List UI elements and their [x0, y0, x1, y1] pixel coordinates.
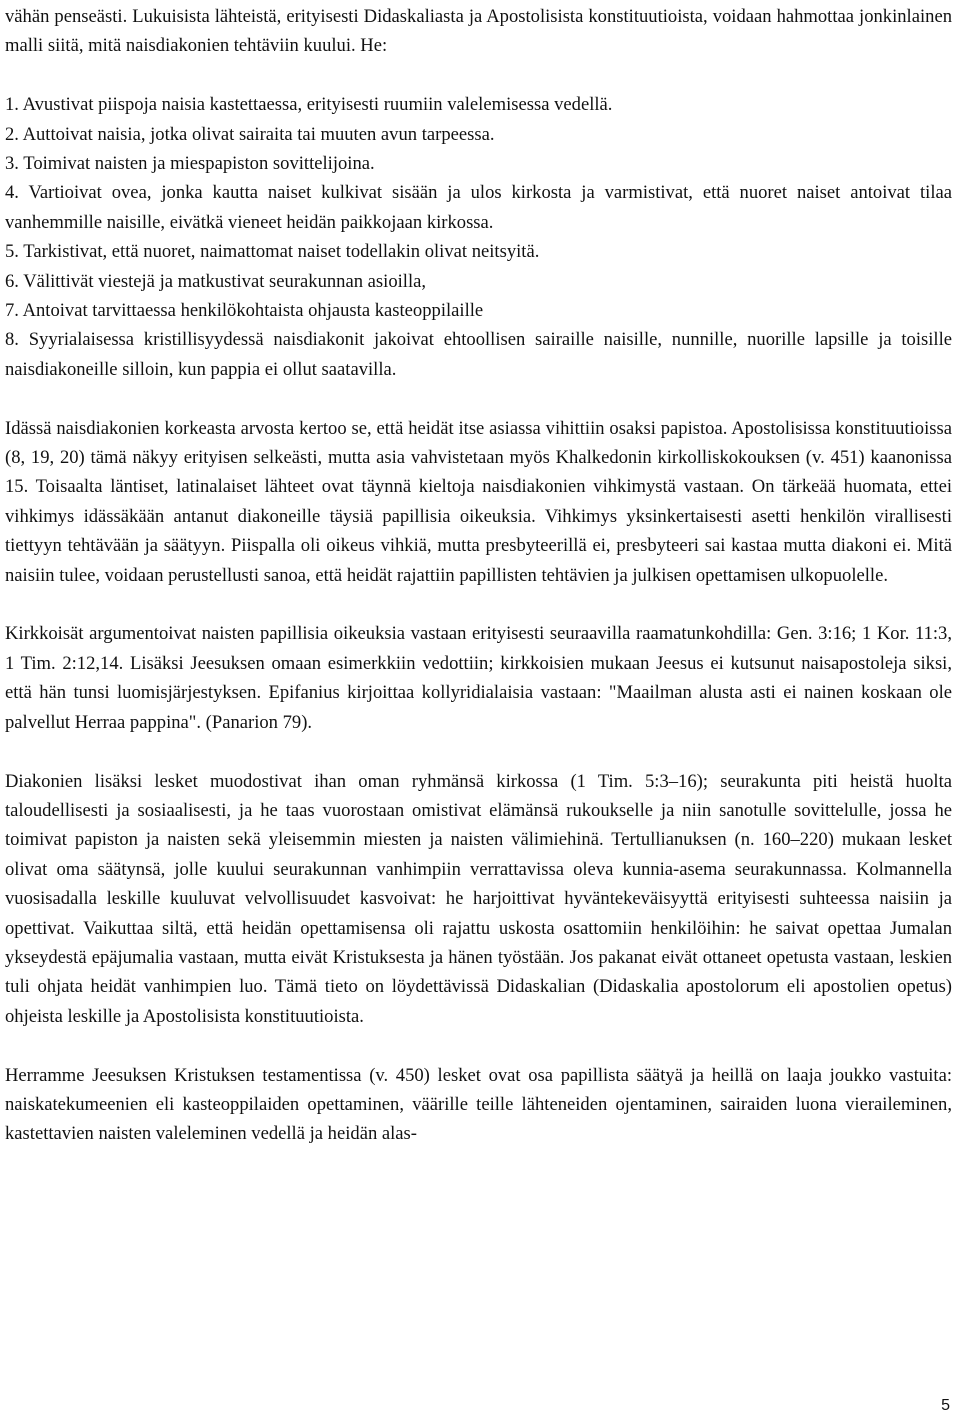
duties-list [5, 90, 952, 384]
spacer [5, 737, 952, 766]
spacer [5, 61, 952, 90]
list-item: 3. Toimivat naisten ja miespapiston sovittelijoina. [5, 153, 375, 175]
page-number: 5 [941, 1397, 950, 1414]
list-item: 4. Vartioivat ovea, jonka kautta naiset kulkivat sisään ja ulos kirkosta ja varmistivat, että nuoret naiset antoivat tilaa vanhemmille naisille, eivätkä vieneet heidän paikkojaan kirkossa. [5, 182, 952, 233]
spacer [5, 590, 952, 619]
list-item: 7. Antoivat tarvittaessa henkilökohtaista ohjausta kasteoppilaille [5, 300, 484, 322]
paragraph-testament: Herramme Jeesuksen Kristuksen testamentissa (v. 450) lesket ovat osa papillista säätyä ja heillä on laaja joukko vastuita: naiskatekumeenien eli kasteoppilaiden opettaminen, väärille teille lähteneiden ojentaminen, sairaiden luona vieraileminen, kastettavien naisten valeleminen vedellä ja heidän alas- [5, 1064, 952, 1145]
list-item: 1. Avustivat piispoja naisia kastettaessa, erityisesti ruumiin valelemisessa vedellä. [5, 94, 613, 116]
list-item: 6. Välittivät viestejä ja matkustivat seurakunnan asioilla, [5, 270, 427, 292]
paragraph-ordination: Idässä naisdiakonien korkeasta arvosta kertoo se, että heidät itse asiassa vihittiin osaksi papistoa. Apostolisissa konstituutioissa (8, 19, 20) tämä näkyy erityisen selkeästi, mutta asia vahvistetaan myös Khalkedonin kirkolliskokouksen (v. 451) kaanonissa 15. Toisaalta läntiset, latinalaiset lähteet ovat täynnä kieltoja naisdiakonien vihkimystä vastaan. On tärkeää huomata, ettei vihkimys idässäkään antanut diakoneille täysiä papillisia oikeuksia. Vihkimys yksinkertaisesti asetti henkilön virallisesti tiettyyn tehtävään ja säätyyn. Piispalla oli oikeus vihkiä, mutta presbyteerillä ei, presbyteeri sai kastaa mutta diakoni ei. Mitä naisiin tulee, voidaan perustellusti sanoa, että heidät rajattiin papillisten tehtävien ja julkisen opettamisen ulkopuolelle. [5, 417, 952, 586]
intro-paragraph: vähän penseästi. Lukuisista lähteistä, erityisesti Didaskaliasta ja Apostolisista konstituutioista, voidaan hahmottaa jonkinlainen malli siitä, mitä naisdiakonien tehtäviin kuului. He: [5, 6, 952, 57]
paragraph-widows: Diakonien lisäksi lesket muodostivat ihan oman ryhmänsä kirkossa (1 Tim. 5:3–16); seurakunta piti heistä huolta taloudellisesti ja sosiaalisesti, ja he taas vuorostaan omistivat elämänsä rukoukselle ja niin sanotulle sovittelulle, jossa he toimivat papiston ja naisten sekä yleisemmin miesten ja naisten välimiehinä. Tertullianuksen (n. 160–220) mukaan lesket olivat oma säätynsä, jolle kuului seurakunnan vanhimpiin verrattavissa oleva kunnia-asema seurakunnassa. Kolmannella vuosisadalla leskille kuuluvat velvollisuudet kasvoivat: he harjoittivat hyväntekeväisyyttä erityisesti suhteessa naisiin ja opettivat. Vaikuttaa siltä, että heidän opettamisensa oli rajattu uskosta osattomiin henkilöihin: he saivat opettaa Jumalan ykseydestä epäjumalia vastaan, mutta eivät Kristuksesta ja hänen työstään. Jos pakanat eivät ottaneet opetusta vastaan, leskien tuli ohjata heidät vanhimpien luo. Tämä tieto on löydettävissä Didaskalian (Didaskalia apostolorum eli apostolien opetus) ohjeista leskille ja Apostolisista konstituutioista. [5, 770, 952, 1027]
spacer [5, 1031, 952, 1060]
document-page [5, 2, 952, 1149]
list-item: 5. Tarkistivat, että nuoret, naimattomat naiset todellakin olivat neitsyitä. [5, 241, 540, 263]
list-item: 2. Auttoivat naisia, jotka olivat sairaita tai muuten avun tarpeessa. [5, 123, 495, 145]
paragraph-church-fathers: Kirkkoisät argumentoivat naisten papillisia oikeuksia vastaan erityisesti seuraavilla raamatunkohdilla: Gen. 3:16; 1 Kor. 11:3, 1 Tim. 2:12,14. Lisäksi Jeesuksen omaan esimerkkiin vedottiin; kirkkoisien mukaan Jeesus ei kutsunut naisapostoleja siksi, että hän tunsi luomisjärjestyksen. Epifanius kirjoittaa kollyridialaisia vastaan: "Maailman alusta asti ei nainen koskaan ole palvellut Herraa pappina". (Panarion 79). [5, 623, 952, 733]
spacer [5, 384, 952, 413]
list-item: 8. Syyrialaisessa kristillisyydessä naisdiakonit jakoivat ehtoollisen sairaille naisille, nunnille, nuorille lapsille ja toisille naisdiakoneille silloin, kun pappia ei ollut saatavilla. [5, 329, 952, 380]
